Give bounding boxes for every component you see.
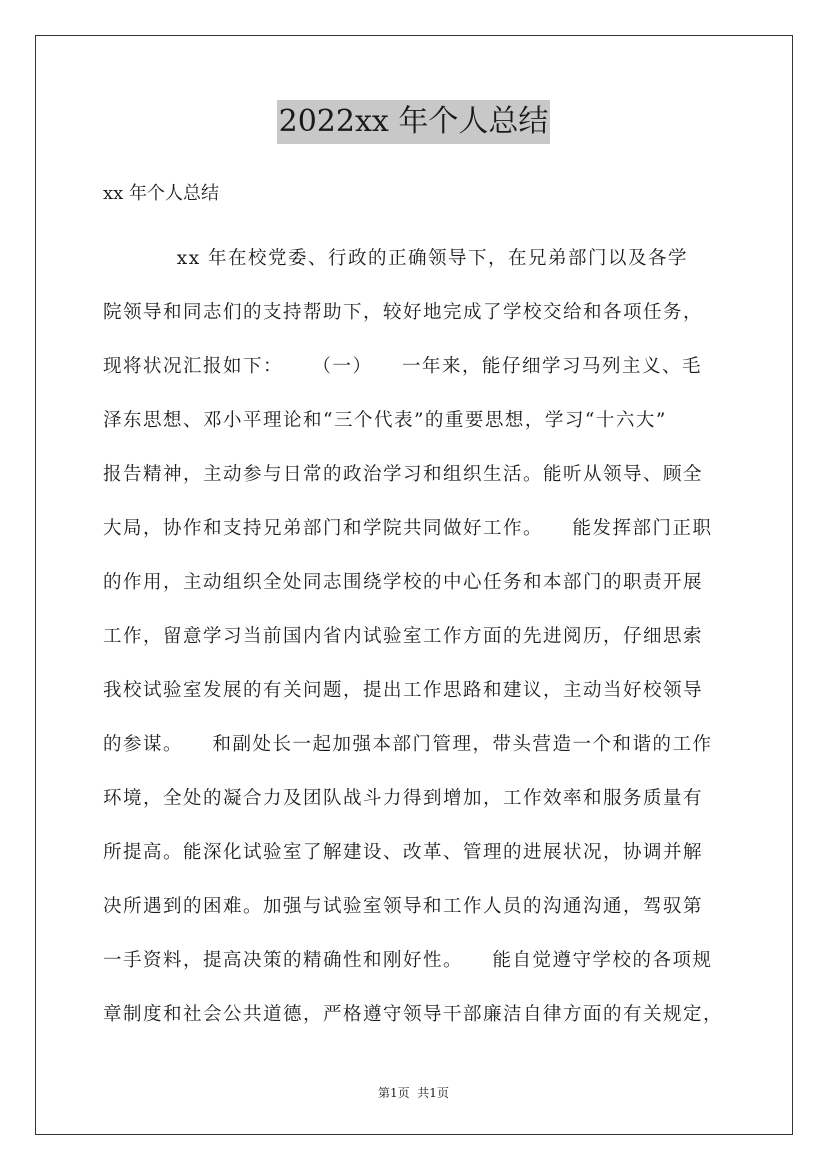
document-subtitle: xx 年个人总结 bbox=[103, 183, 220, 204]
document-title-text: 2022xx 年个人总结 bbox=[277, 100, 551, 144]
body-line: 报告精神，主动参与日常的政治学习和组织生活。能听从领导、顾全 bbox=[103, 464, 704, 485]
body-line: 所提高。能深化试验室了解建设、改革、管理的进展状况，协调并解 bbox=[103, 842, 704, 863]
body-line: 大局，协作和支持兄弟部门和学院共同做好工作。 能发挥部门正职 bbox=[103, 518, 713, 539]
body-line: xx 年在校党委、行政的正确领导下，在兄弟部门以及各学 bbox=[103, 248, 689, 269]
document-body bbox=[103, 232, 727, 1042]
body-line: 我校试验室发展的有关问题，提出工作思路和建议，主动当好校领导 bbox=[103, 680, 704, 701]
body-line: 院领导和同志们的支持帮助下，较好地完成了学校交给和各项任务， bbox=[103, 302, 704, 323]
body-line: 的参谋。 和副处长一起加强本部门管理，带头营造一个和谐的工作 bbox=[103, 734, 713, 755]
body-line: 章制度和社会公共道德，严格遵守领导干部廉洁自律方面的有关规定， bbox=[103, 1004, 724, 1025]
body-line: 现将状况汇报如下： （一） 一年来，能仔细学习马列主义、毛 bbox=[103, 356, 703, 377]
body-line: 的作用，主动组织全处同志围绕学校的中心任务和本部门的职责开展 bbox=[103, 572, 704, 593]
body-line: 决所遇到的困难。加强与试验室领导和工作人员的沟通沟通，驾驭第 bbox=[103, 896, 704, 917]
body-line: 一手资料，提高决策的精确性和刚好性。 能自觉遵守学校的各项规 bbox=[103, 950, 713, 971]
body-line: 工作，留意学习当前国内省内试验室工作方面的先进阅历，仔细思索 bbox=[103, 626, 704, 647]
document-title bbox=[0, 100, 827, 144]
body-line: 环境，全处的凝合力及团队战斗力得到增加，工作效率和服务质量有 bbox=[103, 788, 704, 809]
page-footer: 第1页 共1页 bbox=[378, 1086, 449, 1100]
body-line: 泽东思想、邓小平理论和“三个代表”的重要思想，学习“十六大” bbox=[103, 410, 667, 431]
